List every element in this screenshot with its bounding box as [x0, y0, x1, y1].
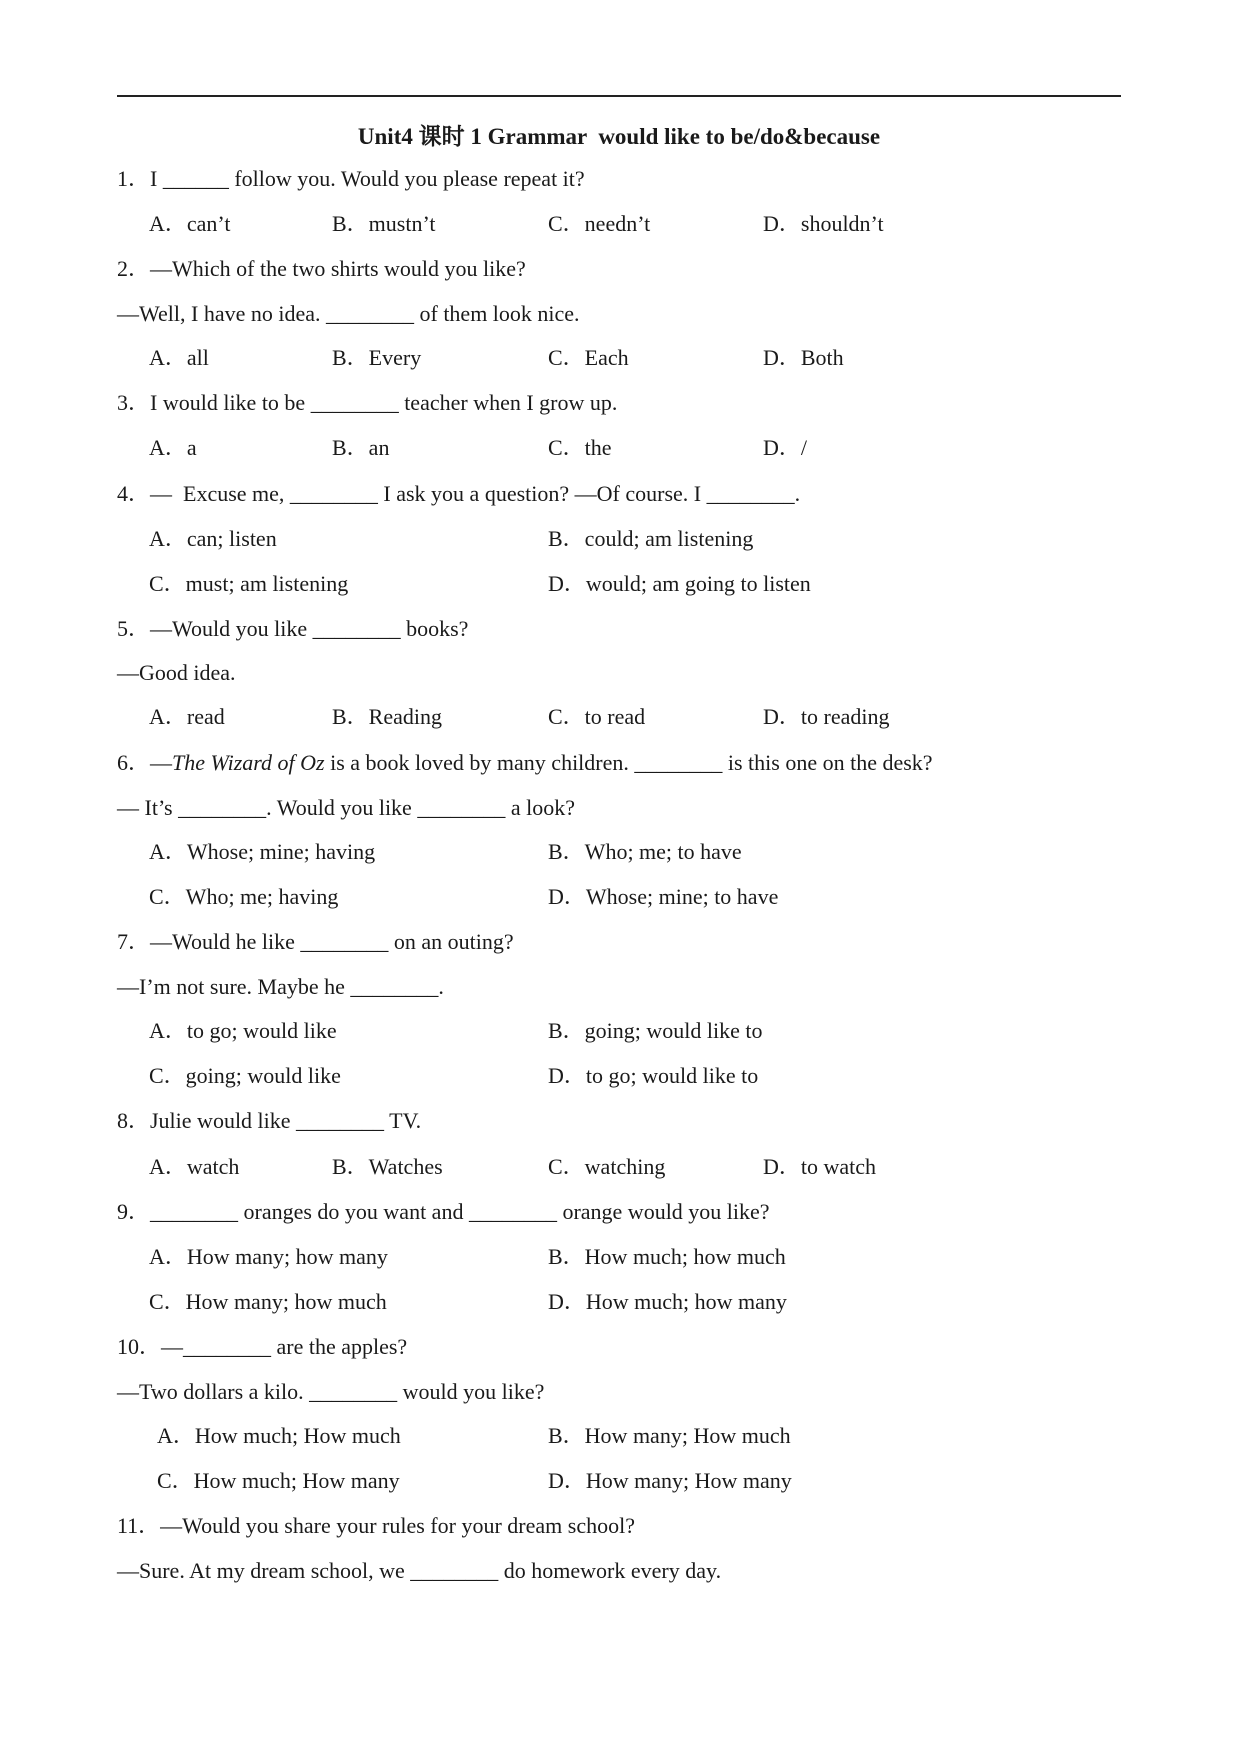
question-2-option-c[interactable]: C．Each [548, 345, 629, 370]
question-1-option-d[interactable]: D．shouldn’t [763, 211, 884, 236]
question-2-option-d[interactable]: D．Both [763, 345, 844, 370]
question-8-option-a[interactable]: A．watch [149, 1154, 240, 1179]
header-rule [117, 95, 1121, 97]
question-4-option-c[interactable]: C．must; am listening [149, 571, 349, 596]
question-4-stem: 4．— Excuse me, ________ I ask you a question? —Of course. I ________. [117, 481, 801, 506]
question-7-option-a[interactable]: A．to go; would like [149, 1018, 337, 1043]
question-6-option-d[interactable]: D．Whose; mine; to have [548, 884, 779, 909]
question-10-option-c[interactable]: C．How much; How many [157, 1468, 400, 1493]
question-6-stem-prefix: 6．— [117, 750, 173, 775]
question-6-stem-line2: — It’s ________. Would you like ________ a look? [117, 795, 575, 820]
question-3-option-d[interactable]: D．/ [763, 435, 808, 460]
question-6-stem [117, 748, 933, 778]
question-7-option-c[interactable]: C．going; would like [149, 1063, 341, 1088]
question-8-option-c[interactable]: C．watching [548, 1154, 666, 1179]
question-2-option-a[interactable]: A．all [149, 345, 209, 370]
question-10-option-a[interactable]: A．How much; How much [157, 1423, 401, 1448]
question-9-option-a[interactable]: A．How many; how many [149, 1244, 388, 1269]
question-5-stem-line2: —Good idea. [117, 660, 236, 685]
question-2-stem: 2．—Which of the two shirts would you like? [117, 256, 526, 281]
question-9-option-c[interactable]: C．How many; how much [149, 1289, 387, 1314]
question-6-stem-suffix: is a book loved by many children. ________ is this one on the desk? [324, 750, 933, 775]
question-8-option-b[interactable]: B．Watches [332, 1154, 443, 1179]
question-10-option-b[interactable]: B．How many; How much [548, 1423, 791, 1448]
book-title: The Wizard of Oz [172, 750, 325, 775]
question-2-option-b[interactable]: B．Every [332, 345, 422, 370]
question-6-option-a[interactable]: A．Whose; mine; having [149, 839, 376, 864]
question-1-stem: 1．I ______ follow you. Would you please repeat it? [117, 166, 585, 191]
question-7-stem-line2: —I’m not sure. Maybe he ________. [117, 974, 444, 999]
question-4-option-b[interactable]: B．could; am listening [548, 526, 754, 551]
question-4-option-d[interactable]: D．would; am going to listen [548, 571, 811, 596]
question-9-stem: 9．________ oranges do you want and ________ orange would you like? [117, 1199, 770, 1224]
question-5-option-a[interactable]: A．read [149, 704, 225, 729]
question-2-stem-line2: —Well, I have no idea. ________ of them look nice. [117, 301, 580, 326]
question-10-stem-line2: —Two dollars a kilo. ________ would you like? [117, 1379, 545, 1404]
question-7-option-d[interactable]: D．to go; would like to [548, 1063, 759, 1088]
question-3-option-c[interactable]: C．the [548, 435, 612, 460]
question-4-option-a[interactable]: A．can; listen [149, 526, 277, 551]
question-10-stem: 10．—________ are the apples? [117, 1334, 408, 1359]
question-3-stem: 3．I would like to be ________ teacher when I grow up. [117, 390, 618, 415]
question-5-option-b[interactable]: B．Reading [332, 704, 442, 729]
question-1-option-a[interactable]: A．can’t [149, 211, 231, 236]
page-title: Unit4 课时 1 Grammar would like to be/do&because [357, 124, 881, 149]
question-11-stem: 11．—Would you share your rules for your dream school? [117, 1513, 635, 1538]
question-5-option-c[interactable]: C．to read [548, 704, 646, 729]
question-11-stem-line2: —Sure. At my dream school, we ________ do homework every day. [117, 1558, 722, 1583]
question-7-option-b[interactable]: B．going; would like to [548, 1018, 763, 1043]
question-9-option-b[interactable]: B．How much; how much [548, 1244, 786, 1269]
question-3-option-a[interactable]: A．a [149, 435, 197, 460]
question-7-stem: 7．—Would he like ________ on an outing? [117, 929, 514, 954]
question-6-option-b[interactable]: B．Who; me; to have [548, 839, 742, 864]
question-5-option-d[interactable]: D．to reading [763, 704, 890, 729]
question-1-option-c[interactable]: C．needn’t [548, 211, 651, 236]
question-3-option-b[interactable]: B．an [332, 435, 390, 460]
question-6-option-c[interactable]: C．Who; me; having [149, 884, 339, 909]
question-9-option-d[interactable]: D．How much; how many [548, 1289, 787, 1314]
question-5-stem: 5．—Would you like ________ books? [117, 616, 469, 641]
question-8-option-d[interactable]: D．to watch [763, 1154, 877, 1179]
question-1-option-b[interactable]: B．mustn’t [332, 211, 436, 236]
question-8-stem: 8．Julie would like ________ TV. [117, 1108, 422, 1133]
question-10-option-d[interactable]: D．How many; How many [548, 1468, 792, 1493]
